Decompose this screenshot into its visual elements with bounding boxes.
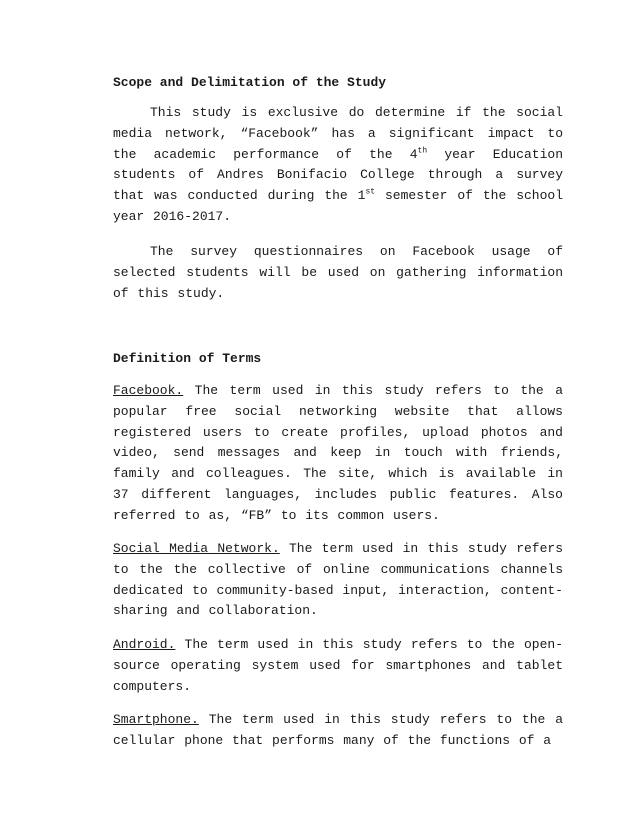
ordinal-suffix-th: th [417,146,428,156]
definition-facebook [113,381,563,527]
definition-android [113,635,563,697]
scope-p1-text-c: semester of the school year 2016-2017. [113,188,564,224]
scope-paragraph-1 [113,103,563,228]
definition-text: The term used in this study refers to the a popular free social networking website that allows registered users to create profiles, upload photos and video, send messages and keep in touch with friends, family and colleagues. The site, which is available in 37 different languages, includes public features. Also referred to as, “FB” to its common users. [113,383,563,523]
ordinal-suffix-st: st [365,187,376,197]
definition-text: The term used in this study refers to the the collective of online communications channels dedicated to community-based input, interaction, content-sharing and collaboration. [113,541,564,619]
definition-term: Facebook. [113,383,184,398]
definition-term: Smartphone. [113,712,199,727]
definition-term: Android. [113,637,176,652]
definition-smartphone [113,710,563,752]
scope-paragraph-2: The survey questionnaires on Facebook usage of selected students will be used on gathering information of this study. [113,244,563,301]
definition-social-media-network [113,539,563,622]
scope-heading: Scope and Delimitation of the Study [113,75,387,90]
definition-text: The term used in this study refers to the open-source operating system used for smartphones and tablet computers. [113,637,563,694]
definition-text: The term used in this study refers to the a cellular phone that performs many of the functions of a [113,712,563,748]
scope-p1-text-a: This study is exclusive do determine if the social media network, “Facebook” has a significant impact to the academic performance of the 4 [113,105,563,162]
definition-term: Social Media Network. [113,541,280,556]
definitions-heading: Definition of Terms [113,351,262,366]
scope-p1-text-b: year Education students of Andres Bonifacio College through a survey that was conducted during the 1 [113,146,563,204]
